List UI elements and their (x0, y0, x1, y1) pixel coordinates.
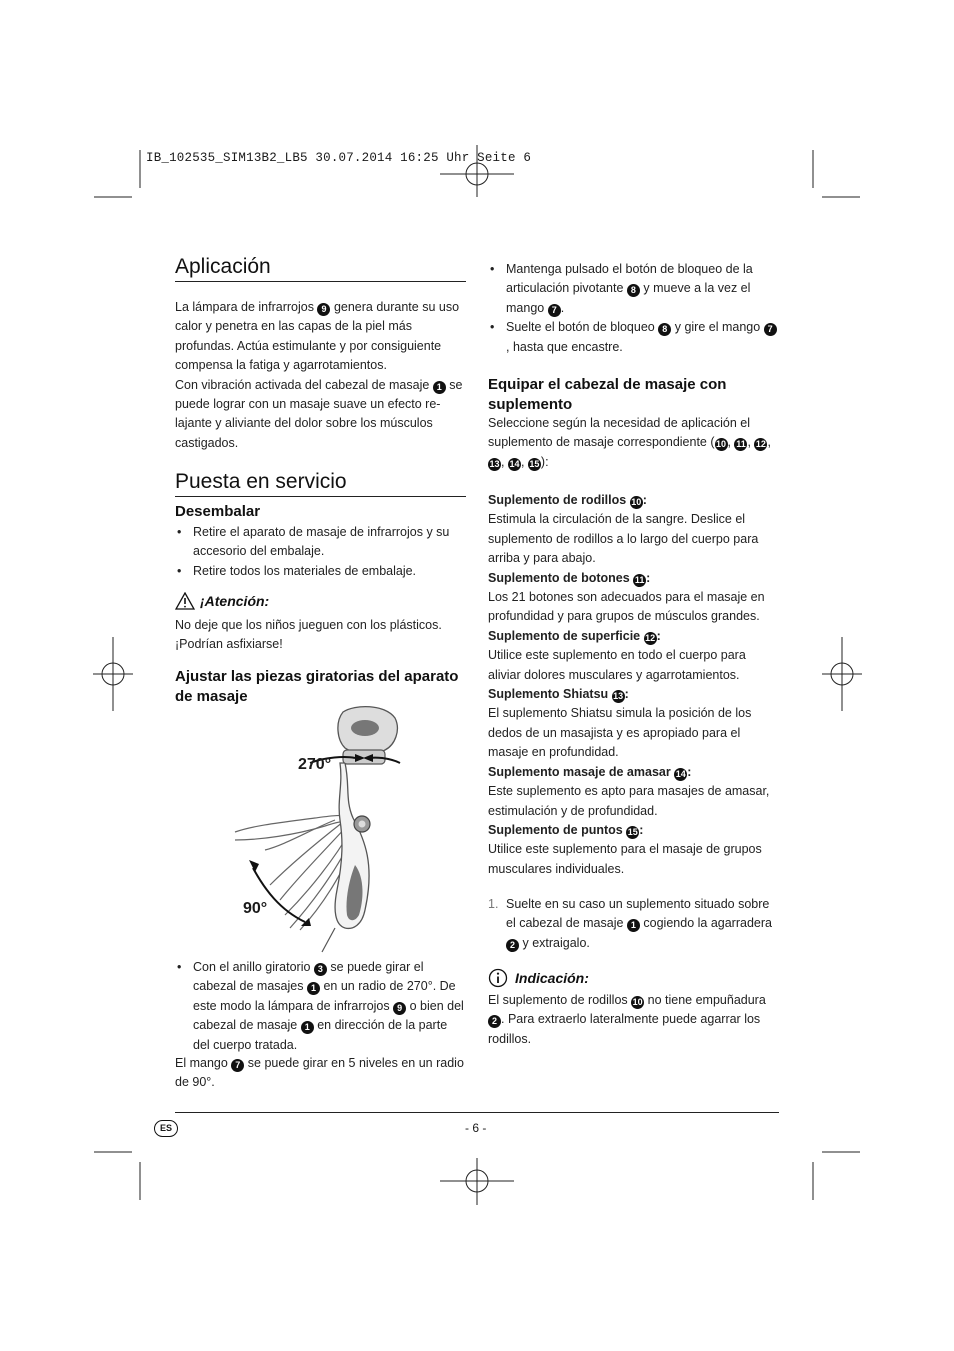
bloqueo-list (488, 260, 780, 357)
number-2-icon: 2 (488, 1015, 501, 1028)
divider (175, 281, 466, 282)
step-1 (488, 895, 780, 953)
text: se puede lograr con un masaje suave un efecto re-lajante y aliviante del dolor sobre los músculos castigados. (175, 377, 463, 450)
text: La lámpara de infrarrojos (175, 300, 314, 314)
print-slug: IB_102535_SIM13B2_LB5 30.07.2014 16:25 Uhr Seite 6 (146, 151, 532, 165)
text: en un radio de 270°. De este modo la lámpara de infrarrojos (193, 979, 456, 1013)
text: Para extraerlo lateralmente puede agarrar los rodillos. (488, 1012, 761, 1046)
number-15-icon: 15 (627, 826, 638, 837)
number-14-icon: 14 (675, 768, 686, 779)
number-13-icon: 13 (489, 458, 500, 469)
device-rotation-illustration (225, 700, 425, 960)
text: Con el anillo giratorio (193, 960, 311, 974)
number-12-icon: 12 (755, 439, 766, 450)
botones-text: Los 21 botones son adecuados para el masaje en profundidad y para grupos de músculos grandes. (488, 590, 765, 624)
number-12-icon: 12 (645, 632, 656, 643)
giro-list (175, 958, 467, 1055)
text: cogiendo la agarradera (643, 916, 772, 931)
number-9-icon: 9 (393, 1002, 406, 1015)
amasar-text: Este suplemento es apto para masajes de amasar, estimulación y de profundidad. (488, 784, 770, 818)
number-1-icon: 1 (301, 1021, 314, 1034)
amasar-heading: Suplemento masaje de amasar (488, 764, 671, 779)
equipar-text: Seleccione según la necesidad de aplicación el suplemento de masaje correspondiente (10 , 11 , 12 , 13 , 14 , 15 ): (488, 416, 771, 469)
puntos-heading: Suplemento de puntos (488, 822, 623, 837)
number-7-icon: 7 (764, 323, 777, 336)
number-2-icon: 2 (506, 939, 519, 952)
text: Con vibración activada del cabezal de masaje (175, 377, 430, 392)
step-number: 1. (488, 897, 499, 911)
puntos-text: Utilice este suplemento para el masaje de grupos musculares individuales. (488, 842, 762, 876)
text: y mueve a la vez el mango (506, 281, 751, 315)
number-13-icon: 13 (613, 691, 624, 702)
atencion-text: No deje que los niños jueguen con los plásticos. ¡Podrían asfixiarse! (175, 618, 442, 652)
text: Mantenga pulsado el botón de bloqueo de la articulación pivotante (506, 262, 753, 296)
superficie-heading: Suplemento de superficie (488, 628, 641, 643)
number-9-icon: 9 (317, 303, 330, 316)
list-item: • Retire el aparato de masaje de infrarrojos y su accesorio del embalaje. (175, 523, 467, 562)
text: o bien del cabezal de masaje (193, 998, 464, 1033)
list-item: • Suelte el botón de bloqueo 8 y gire el mango 7, hasta que encastre. (488, 318, 780, 357)
divider (175, 496, 466, 497)
suplementos-list: Suplemento de rodillos 10 : Estimula la circulación de la sangre. Deslice el suplemento de rodillos a lo largo del cuerpo para arriba y para abajo. Suplemento de botones 11 : Los 21 botones son adecuados para el masaje en profundidad y para grupos de músculos grandes. Suplemento de superficie 12 : Utilice este suplemento en todo el cuerpo para aliviar dolores musculares y agarrotamientos. Suplemento Shiatsu 13 : El suplemento Shiatsu simula la posición de los dedos de un masajista y es apropiado para el masaje en profundidad. Suplemento masaje de amasar 14 : Este suplemento es apto para masajes de amasar, estimulación y de profundidad. Suplemento de puntos 15 : Utilice este suplemento para el masaje de grupos musculares individuales. (488, 491, 780, 879)
desembalar-list (175, 523, 467, 581)
atencion-title: ¡Atención: (200, 593, 270, 609)
text: El mango (175, 1056, 228, 1070)
number-10-icon: 10 (716, 439, 727, 450)
heading-ajustar: Ajustar las piezas giratorias del aparato de masaje (175, 668, 459, 705)
heading-equipar: Equipar el cabezal de masaje con suplemento (488, 376, 727, 413)
number-15-icon: 15 (529, 458, 540, 469)
text: El suplemento de rodillos (488, 993, 628, 1007)
number-8-icon: 8 (627, 284, 640, 297)
number-8-icon: 8 (658, 323, 671, 336)
text: y gire el mango (674, 320, 761, 335)
number-3-icon: 3 (314, 963, 327, 976)
superficie-text: Utilice este suplemento en todo el cuerpo para aliviar dolores musculares y agarrotamientos. (488, 648, 746, 682)
warning-triangle-icon (175, 592, 195, 610)
info-icon (488, 968, 508, 988)
page-number: - 6 - (465, 1121, 487, 1135)
number-1-icon: 1 (627, 919, 640, 932)
number-10-icon: 10 (632, 997, 643, 1007)
indicacion-title: Indicación: (515, 970, 589, 986)
text: y extraigalo. (522, 935, 590, 950)
text: se puede girar en 5 niveles en un radio de 90°. (175, 1056, 464, 1090)
number-1-icon: 1 (307, 982, 320, 995)
rodillos-text: Estimula la circulación de la sangre. Deslice el suplemento de rodillos a lo largo del cuerpo para arriba y para abajo. (488, 512, 759, 566)
text: Suelte en su caso un suplemento situado sobre el cabezal de masaje (506, 897, 770, 931)
number-11-icon: 11 (634, 574, 645, 585)
shiatsu-heading: Suplemento Shiatsu (488, 687, 609, 702)
number-10-icon: 10 (631, 497, 642, 507)
text: se puede girar el cabezal de masajes (193, 960, 424, 994)
number-11-icon: 11 (736, 439, 746, 450)
botones-heading: Suplemento de botones (488, 570, 630, 585)
heading-aplicacion: Aplicación (175, 255, 271, 278)
text: en dirección de la parte del cuerpo tratada. (193, 1018, 448, 1052)
rodillos-heading: Suplemento de rodillos (488, 493, 627, 507)
list-item: • Mantenga pulsado el botón de bloqueo de la articulación pivotante 8 y mueve a la vez el mango 7 . (488, 260, 780, 318)
text: hasta que encastre. (512, 339, 623, 354)
mango-text (175, 1054, 467, 1093)
number-7-icon: 7 (548, 304, 561, 317)
list-item: • Retire todos los materiales de embalaje. (175, 562, 467, 581)
number-14-icon: 14 (509, 458, 520, 469)
shiatsu-text: El suplemento Shiatsu simula la posición de los dedos de un masajista y es apropiado para el masaje en profundidad. (488, 706, 752, 760)
heading-desembalar: Desembalar (175, 503, 261, 520)
number-7-icon: 7 (231, 1059, 244, 1072)
text: Seleccione según la necesidad de aplicación el suplemento de masaje correspondiente ( (488, 416, 750, 450)
heading-puesta-en-servicio: Puesta en servicio (175, 470, 347, 493)
angle-label-90: 90° (243, 900, 268, 917)
list-item (175, 958, 467, 1055)
text: Suelte el botón de bloqueo (506, 320, 655, 335)
text: no tiene empuñadura (647, 993, 766, 1007)
language-badge: ES (154, 1120, 178, 1137)
aplicacion-text (175, 298, 467, 453)
footer-divider (175, 1112, 779, 1113)
text: genera durante su uso calor y penetra en las capas de la piel más profundas. Actúa estimulante y por consiguiente compensa la fatiga y agarrotamientos. (175, 300, 460, 373)
indicacion-text: El suplemento de rodillos 10 no tiene empuñadura 2 . Para extraerlo lateralmente puede agarrar los rodillos. (488, 993, 766, 1046)
number-1-icon: 1 (433, 381, 446, 394)
angle-label-270: 270° (298, 756, 332, 773)
